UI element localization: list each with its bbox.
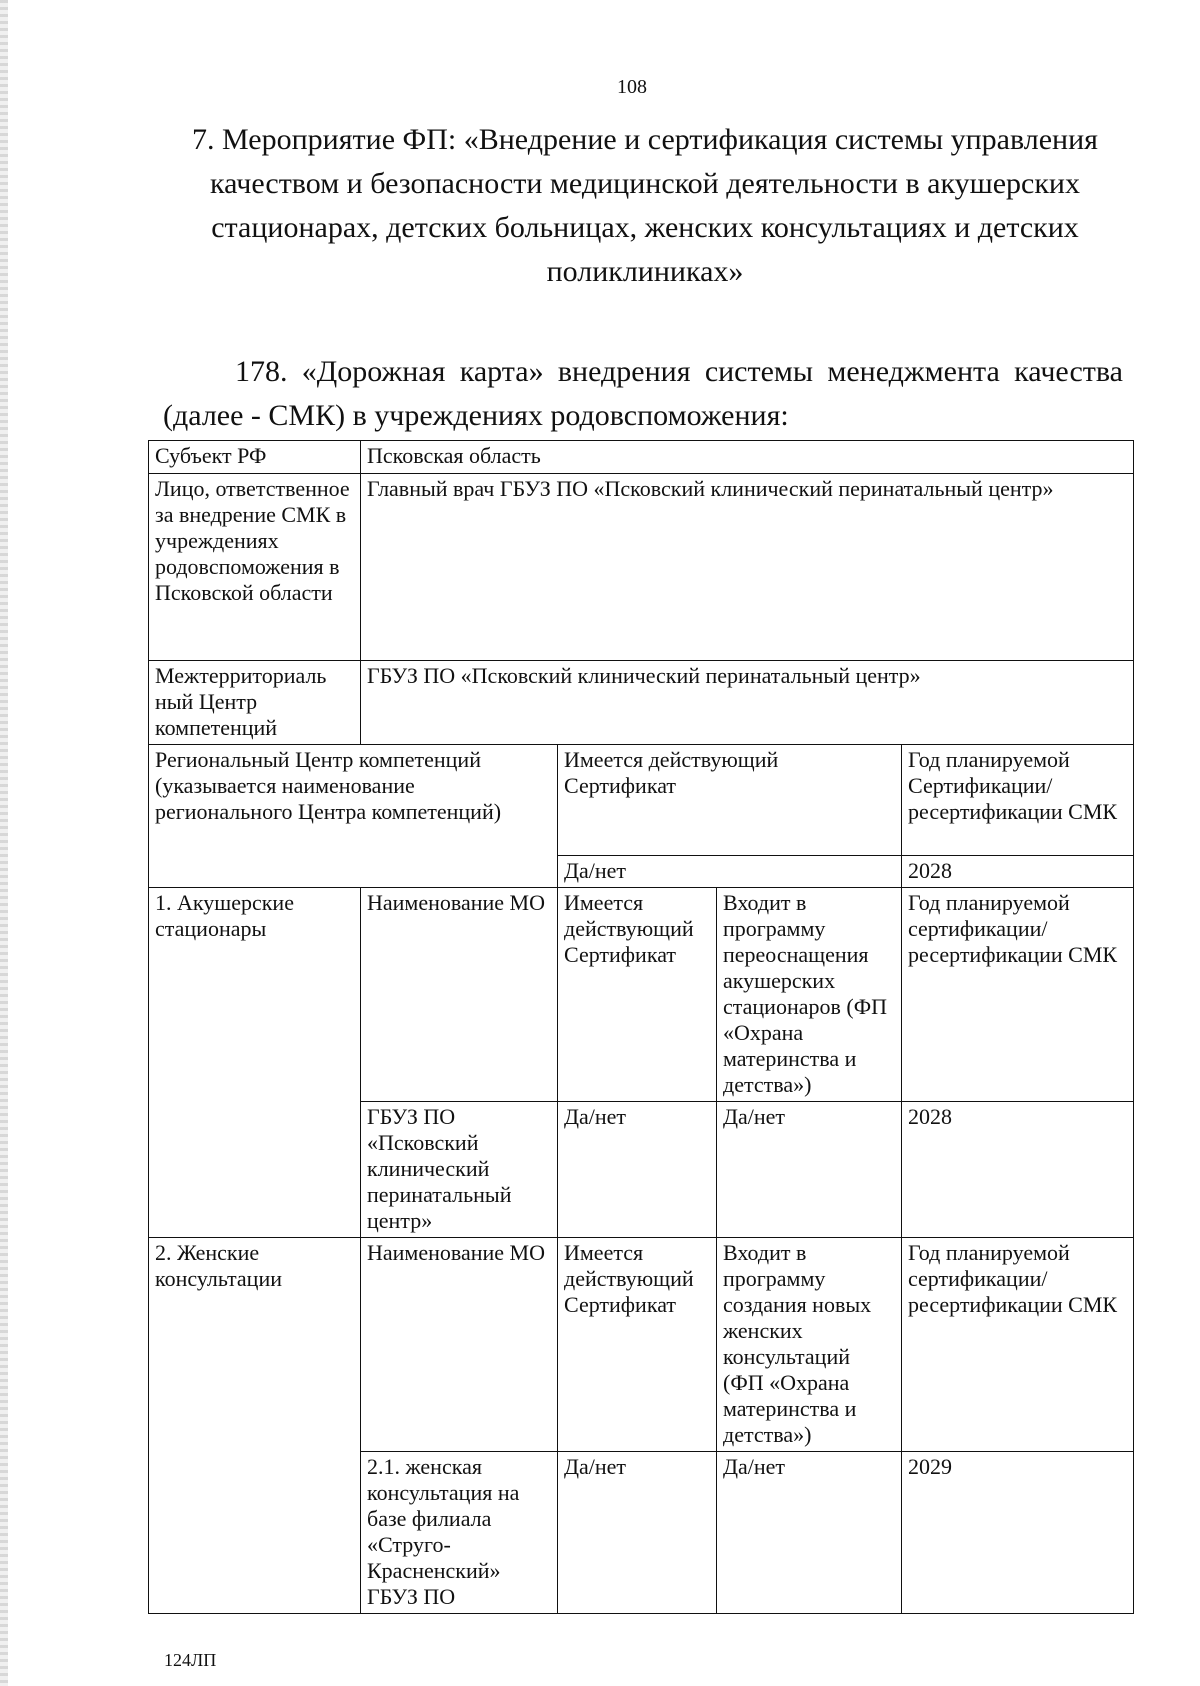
table-row-section2-header bbox=[149, 1238, 1134, 1452]
regional-center-label: Региональный Центр компетенций (указывается наименование регионального Центра компетенций) bbox=[149, 745, 558, 888]
table-row-regional-header bbox=[149, 745, 1134, 856]
interterritorial-label: Межтерриториаль ный Центр компетенций bbox=[149, 661, 361, 745]
regional-year-header: Год планируемой Сертификации/ ресертификации СМК bbox=[902, 745, 1134, 856]
section2-cert-value: Да/нет bbox=[558, 1452, 717, 1614]
section2-cert-header: Имеется действующий Сертификат bbox=[558, 1238, 717, 1452]
table-row-subject bbox=[149, 441, 1134, 474]
section2-mo-name: 2.1. женская консультация на базе филиала «Струго-Красненский» ГБУЗ ПО bbox=[361, 1452, 558, 1614]
section2-year-value: 2029 bbox=[902, 1452, 1134, 1614]
page-number: 108 bbox=[617, 76, 647, 98]
section1-program-header: Входит в программу переоснащения акушерских стационаров (ФП «Охрана материнства и детства») bbox=[717, 888, 902, 1102]
responsible-label: Лицо, ответственное за внедрение СМК в учреждениях родовспоможения в Псковской области bbox=[149, 474, 361, 661]
subject-value: Псковская область bbox=[361, 441, 1134, 474]
responsible-value: Главный врач ГБУЗ ПО «Псковский клинический перинатальный центр» bbox=[361, 474, 1134, 661]
section1-year-header: Год планируемой сертификации/ ресертификации СМК bbox=[902, 888, 1134, 1102]
section1-name-header: Наименование МО bbox=[361, 888, 558, 1102]
interterritorial-value: ГБУЗ ПО «Псковский клинический перинатальный центр» bbox=[361, 661, 1134, 745]
section2-title: 2. Женские консультации bbox=[149, 1238, 361, 1614]
section2-name-header: Наименование МО bbox=[361, 1238, 558, 1452]
table-row-section1-header bbox=[149, 888, 1134, 1102]
section1-cert-header: Имеется действующий Сертификат bbox=[558, 888, 717, 1102]
regional-cert-header: Имеется действующий Сертификат bbox=[558, 745, 902, 856]
section2-program-header: Входит в программу создания новых женских консультаций (ФП «Охрана материнства и детства») bbox=[717, 1238, 902, 1452]
section1-cert-value: Да/нет bbox=[558, 1102, 717, 1238]
section1-year-value: 2028 bbox=[902, 1102, 1134, 1238]
intro-paragraph: 178. «Дорожная карта» внедрения системы менеджмента качества (далее - СМК) в учреждениях родовспоможения: bbox=[163, 355, 1123, 432]
section2-program-value: Да/нет bbox=[717, 1452, 902, 1614]
section-heading: 7. Мероприятие ФП: «Внедрение и сертификация системы управления качеством и безопасности медицинской деятельности в акушерских стационарах, детских больницах, женских консультациях и детских поликлиниках» bbox=[192, 123, 1098, 288]
section1-mo-name: ГБУЗ ПО «Псковский клинический перинатальный центр» bbox=[361, 1102, 558, 1238]
section1-program-value: Да/нет bbox=[717, 1102, 902, 1238]
scan-edge bbox=[0, 0, 8, 1686]
document-code: 124ЛП bbox=[164, 1650, 217, 1670]
section1-title: 1. Акушерские стационары bbox=[149, 888, 361, 1238]
regional-cert-value: Да/нет bbox=[558, 856, 902, 888]
table-row-responsible bbox=[149, 474, 1134, 661]
regional-year-value: 2028 bbox=[902, 856, 1134, 888]
section2-year-header: Год планируемой сертификации/ ресертификации СМК bbox=[902, 1238, 1134, 1452]
table-row-interterritorial bbox=[149, 661, 1134, 745]
subject-label: Субъект РФ bbox=[149, 441, 361, 474]
roadmap-table bbox=[148, 440, 1134, 1614]
